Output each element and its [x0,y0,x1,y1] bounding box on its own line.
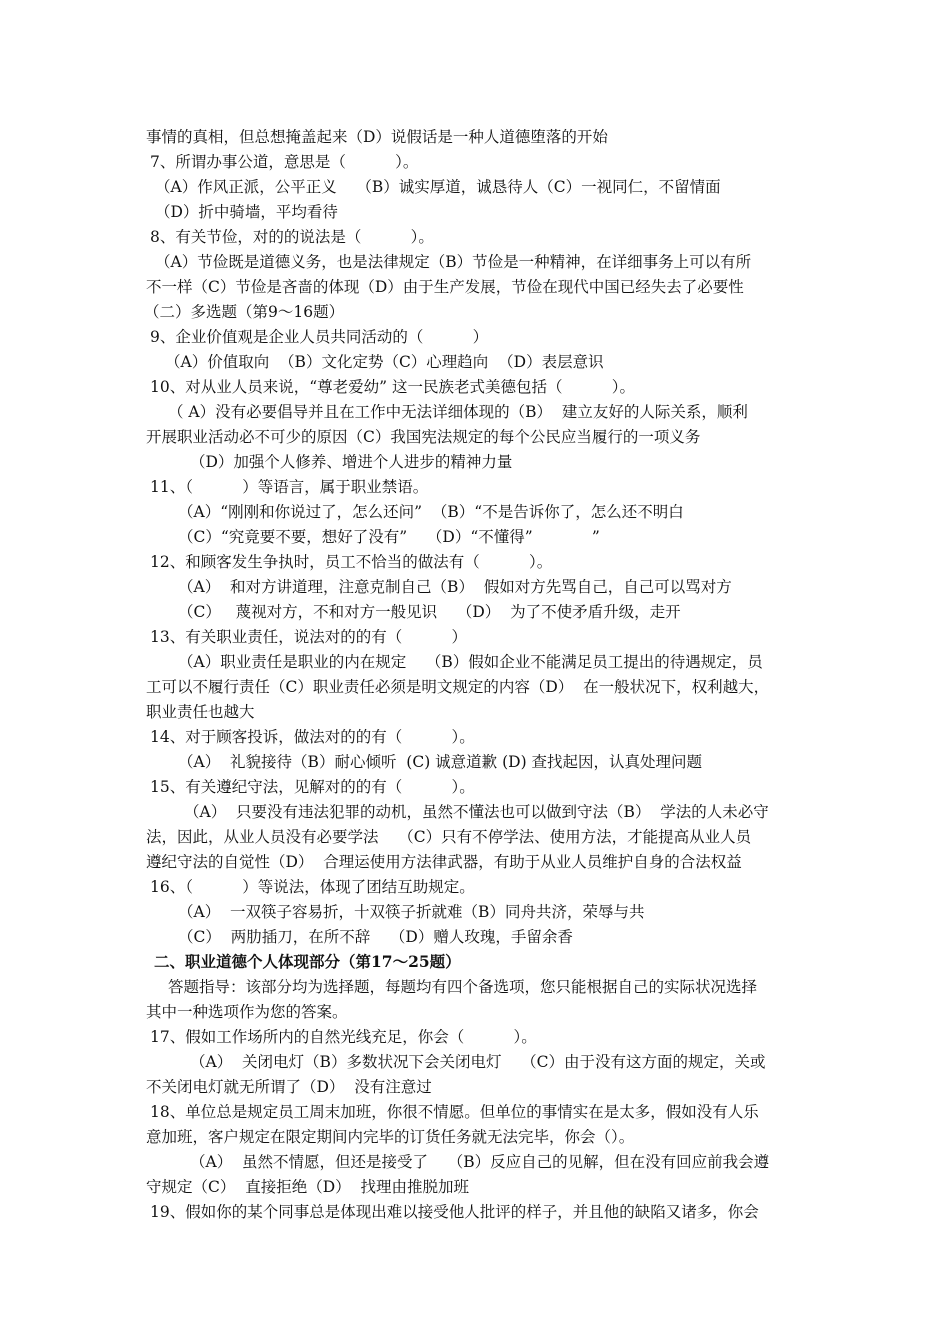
text-line: 不关闭电灯就无所谓了（D） 没有注意过 [146,1078,432,1096]
text-line: （ A）没有必要倡导并且在工作中无法详细体现的（B） 建立友好的人际关系，顺利 [168,403,748,421]
text-line: 8、有关节俭，对的的说法是（ ）。 [150,228,434,246]
text-line: （A） 只要没有违法犯罪的动机，虽然不懂法也可以做到守法（B） 学法的人未必守 [184,803,769,821]
text-line: 19、假如你的某个同事总是体现出难以接受他人批评的样子，并且他的缺陷又诸多，你会 [150,1203,759,1221]
section-heading: （二）多选题（第9～16题） [144,303,345,321]
text-line: 遵纪守法的自觉性（D） 合理运使用方法律武器，有助于从业人员维护自身的合法权益 [146,853,742,871]
text-line: 13、有关职业责任，说法对的的有（ ） [150,628,467,646]
text-line: 9、企业价值观是企业人员共同活动的（ ） [150,328,489,346]
text-line: （A）价值取向 （B）文化定势（C）心理趋向 （D）表层意识 [165,353,604,371]
text-line: （D）加强个人修养、增进个人进步的精神力量 [190,453,513,471]
section-heading: 二、职业道德个人体现部分（第17～25题） [154,952,461,971]
text-line: 事情的真相，但总想掩盖起来（D）说假话是一种人道德堕落的开始 [146,128,608,146]
text-line: （A） 礼貌接待（B）耐心倾听 (C) 诚意道歉 (D) 查找起因，认真处理问题 [178,753,703,771]
text-line: （A）“刚刚和你说过了，怎么还问” （B）“不是告诉你了，怎么还不明白 [178,503,684,521]
text-line: （A）作风正派，公平正义 （B）诚实厚道，诚恳待人（C）一视同仁，不留情面 [155,178,721,196]
text-line: （C） 两肋插刀，在所不辞 （D）赠人玫瑰，手留余香 [178,928,573,946]
text-line: 17、假如工作场所内的自然光线充足，你会（ ）。 [150,1028,537,1046]
text-line: （A）节俭既是道德义务，也是法律规定（B）节俭是一种精神，在详细事务上可以有所 [155,253,752,271]
text-line: （C）“究竟要不要，想好了没有” （D）“不懂得” ” [178,528,600,546]
text-line: 其中一种选项作为您的答案。 [146,1003,348,1021]
text-line: 意加班，客户规定在限定期间内完毕的订货任务就无法完毕，你会（）。 [146,1128,635,1146]
text-line: 开展职业活动必不可少的原因（C）我国宪法规定的每个公民应当履行的一项义务 [146,428,701,446]
text-line: 11、（ ）等语言，属于职业禁语。 [150,478,429,496]
text-line: （A） 关闭电灯（B）多数状况下会关闭电灯 （C）由于没有这方面的规定，关或 [190,1053,766,1071]
text-line: 10、对从业人员来说，“尊老爱幼” 这一民族老式美德包括（ ）。 [150,378,636,396]
text-line: 答题指导：该部分均为选择题，每题均有四个备选项，您只能根据自己的实际状况选择 [168,978,758,996]
text-line: （A） 一双筷子容易折，十双筷子折就难（B）同舟共济，荣辱与共 [178,903,645,921]
text-line: （A）职业责任是职业的内在规定 （B）假如企业不能满足员工提出的待遇规定，员 [178,653,763,671]
text-line: 法，因此，从业人员没有必要学法 （C）只有不停学法、使用方法，才能提高从业人员 [146,828,752,846]
text-line: 12、和顾客发生争执时，员工不恰当的做法有（ ）。 [150,553,553,571]
text-line: 工可以不履行责任（C）职业责任必须是明文规定的内容（D） 在一般状况下，权利越大， [146,678,770,696]
text-line: 守规定（C） 直接拒绝（D） 找理由推脱加班 [146,1178,469,1196]
text-line: （A） 虽然不情愿，但还是接受了 （B）反应自己的见解，但在没有回应前我会遵 [190,1153,770,1171]
text-line: 15、有关遵纪守法，见解对的的有（ ）。 [150,778,475,796]
text-line: （C） 蔑视对方，不和对方一般见识 （D） 为了不使矛盾升级，走开 [178,603,681,621]
text-line: 7、所谓办事公道，意思是（ ）。 [150,153,419,171]
text-line: 不一样（C）节俭是吝啬的体现（D）由于生产发展，节俭在现代中国已经失去了必要性 [146,278,744,296]
text-line: 18、单位总是规定员工周末加班，你很不情愿。但单位的事情实在是太多，假如没有人乐 [150,1103,759,1121]
text-line: 16、（ ）等说法，体现了团结互助规定。 [150,878,475,896]
text-line: （D）折中骑墙，平均看待 [155,203,338,221]
text-line: （A） 和对方讲道理，注意克制自己（B） 假如对方先骂自己，自己可以骂对方 [178,578,732,596]
text-line: 职业责任也越大 [146,703,255,721]
text-line: 14、对于顾客投诉，做法对的的有（ ）。 [150,728,475,746]
